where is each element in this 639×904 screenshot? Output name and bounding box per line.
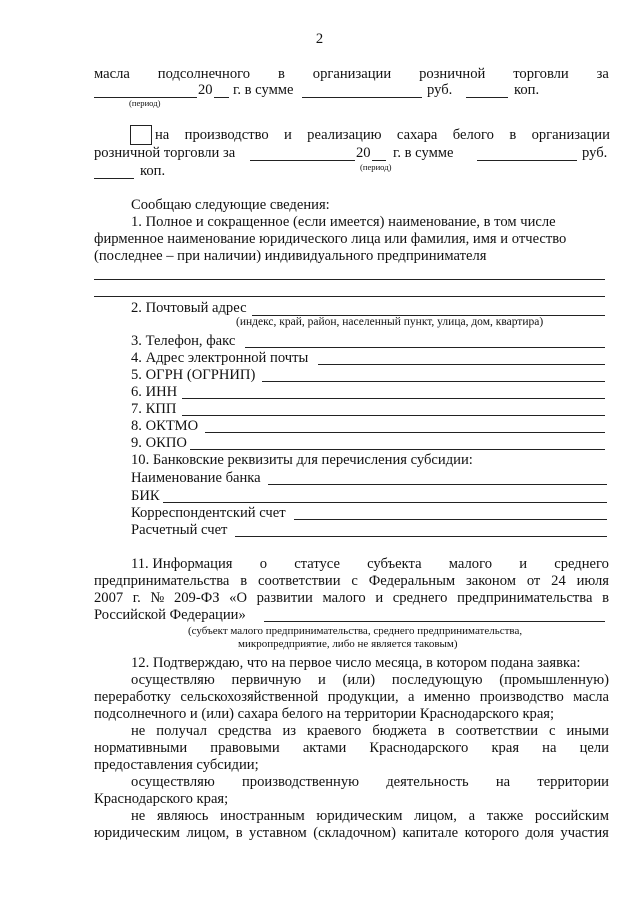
item12-p1-line3: подсолнечного и (или) сахара белого на территории Краснодарского края; bbox=[94, 706, 555, 722]
item9-label: 9. ОКПО bbox=[131, 435, 187, 451]
word: соответствии bbox=[455, 723, 539, 739]
word: средства bbox=[217, 723, 272, 739]
word: статусе bbox=[294, 556, 340, 572]
word: производство bbox=[184, 127, 269, 143]
word: развитии bbox=[256, 590, 313, 606]
sugar-kop-field[interactable] bbox=[94, 178, 134, 179]
word: юридическим bbox=[94, 825, 181, 841]
phone-fax-field[interactable] bbox=[245, 347, 605, 348]
word: организации bbox=[312, 66, 392, 82]
sunflower-rub-field[interactable] bbox=[302, 97, 422, 98]
sugar-period-field[interactable] bbox=[250, 160, 355, 161]
word: производственную bbox=[241, 774, 360, 790]
word: реализацию bbox=[307, 127, 382, 143]
word: правовыми bbox=[210, 740, 280, 756]
item11-note2: микропредприятие, либо не является таковым) bbox=[238, 638, 458, 650]
word: предпринимательства bbox=[457, 590, 593, 606]
word: юридическим bbox=[316, 808, 403, 824]
word: актами bbox=[302, 740, 347, 756]
item5-label: 5. ОГРН (ОГРНИП) bbox=[131, 367, 256, 383]
word: российским bbox=[534, 808, 609, 824]
word: июля bbox=[576, 573, 609, 589]
word: субъекта bbox=[367, 556, 422, 572]
sugar-rub-field[interactable] bbox=[477, 160, 577, 161]
word: осуществляю bbox=[131, 774, 215, 790]
item11-line2 bbox=[94, 573, 609, 590]
word: на bbox=[495, 774, 511, 790]
item2-note: (индекс, край, район, населенный пункт, улица, дом, квартира) bbox=[236, 316, 544, 328]
word: и bbox=[519, 556, 528, 572]
word: розничной bbox=[419, 66, 486, 82]
item12-p4-line1 bbox=[131, 808, 609, 825]
word: 24 bbox=[551, 573, 566, 589]
word: подсолнечного bbox=[157, 66, 251, 82]
word: в bbox=[509, 127, 517, 143]
item1-line2: фирменное наименование юридического лица или фамилия, имя и отчество bbox=[94, 231, 567, 247]
word: деятельность bbox=[386, 774, 469, 790]
word: (или) bbox=[342, 672, 376, 688]
word: являюсь bbox=[156, 808, 209, 824]
item6-label: 6. ИНН bbox=[131, 384, 178, 400]
sunflower-line1 bbox=[94, 66, 609, 83]
word: цели bbox=[579, 740, 609, 756]
item11-line4: Российской Федерации» bbox=[94, 607, 246, 623]
inn-field[interactable] bbox=[182, 398, 605, 399]
word: 209-ФЗ bbox=[173, 590, 220, 606]
email-field[interactable] bbox=[318, 364, 605, 365]
word: иными bbox=[566, 723, 609, 739]
word: также bbox=[486, 808, 524, 824]
word: малого bbox=[448, 556, 492, 572]
item12-p2-line2 bbox=[94, 740, 609, 757]
sugar-checkbox[interactable] bbox=[130, 125, 152, 145]
item12-intro: 12. Подтверждаю, что на первое число месяца, в котором подана заявка: bbox=[131, 655, 581, 671]
sugar-line1 bbox=[155, 127, 610, 144]
word: (промышленную) bbox=[499, 672, 609, 688]
word: и bbox=[284, 127, 292, 143]
word: лицом, bbox=[186, 825, 230, 841]
word: в bbox=[602, 590, 609, 606]
word: о bbox=[259, 556, 267, 572]
sugar-year-prefix: 20 bbox=[356, 145, 371, 161]
bank-name-label: Наименование банка bbox=[131, 470, 261, 486]
word: именно bbox=[423, 689, 471, 705]
item7-label: 7. КПП bbox=[131, 401, 177, 417]
word: производство bbox=[479, 689, 564, 705]
word: не bbox=[131, 808, 146, 824]
word: бюджета bbox=[372, 723, 427, 739]
sugar-line2-prefix: розничной торговли за bbox=[94, 145, 236, 161]
word: среднего bbox=[554, 556, 609, 572]
word: с bbox=[549, 723, 556, 739]
word: а bbox=[468, 808, 476, 824]
word: № bbox=[150, 590, 165, 606]
kpp-field[interactable] bbox=[182, 415, 605, 416]
bik-label: БИК bbox=[131, 488, 160, 504]
word: в bbox=[240, 573, 248, 589]
item12-p3-line1 bbox=[131, 774, 609, 791]
word: последующую bbox=[391, 672, 483, 688]
word: от bbox=[526, 573, 541, 589]
word: с bbox=[351, 573, 358, 589]
account-label: Расчетный счет bbox=[131, 522, 228, 538]
corr-account-label: Корреспондентский счет bbox=[131, 505, 286, 521]
word: участия bbox=[560, 825, 609, 841]
word: и bbox=[375, 590, 384, 606]
item4-label: 4. Адрес электронной почты bbox=[131, 350, 309, 366]
word: масла bbox=[94, 66, 130, 82]
word: переработку bbox=[94, 689, 171, 705]
word: не bbox=[131, 723, 146, 739]
item1-field-2[interactable] bbox=[94, 296, 605, 297]
sugar-sum-label: г. в сумме bbox=[393, 145, 454, 161]
word: продукции, bbox=[327, 689, 399, 705]
word: масла bbox=[573, 689, 609, 705]
corr-account-field[interactable] bbox=[294, 519, 607, 520]
sunflower-year-field[interactable] bbox=[214, 97, 229, 98]
word: г. bbox=[132, 590, 141, 606]
word: предпринимательства bbox=[94, 573, 230, 589]
item12-p2-line3: предоставления субсидии; bbox=[94, 757, 259, 773]
item11-line3 bbox=[94, 590, 609, 607]
word: уставном bbox=[249, 825, 307, 841]
item12-p1-line1 bbox=[131, 672, 609, 689]
word: которого bbox=[464, 825, 520, 841]
bik-field[interactable] bbox=[163, 502, 607, 503]
item3-label: 3. Телефон, факс bbox=[131, 333, 236, 349]
word: капитале bbox=[402, 825, 459, 841]
item10-label: 10. Банковские реквизиты для перечисления субсидии: bbox=[131, 452, 473, 468]
word: на bbox=[155, 127, 170, 143]
sugar-year-field[interactable] bbox=[372, 160, 386, 161]
word: осуществляю bbox=[131, 672, 215, 688]
word: (складочном) bbox=[313, 825, 397, 841]
item1-line1: 1. Полное и сокращенное (если имеется) наименование, в том числе bbox=[131, 214, 556, 230]
word: лицом, bbox=[414, 808, 457, 824]
bank-name-field[interactable] bbox=[268, 484, 607, 485]
sugar-rub-label: руб. bbox=[582, 145, 608, 161]
word: за bbox=[596, 66, 609, 82]
okpo-field[interactable] bbox=[190, 449, 605, 450]
word: первичную bbox=[231, 672, 302, 688]
word: территории bbox=[537, 774, 609, 790]
word: в bbox=[235, 825, 243, 841]
ogrn-field[interactable] bbox=[262, 381, 605, 382]
item1-field-1[interactable] bbox=[94, 279, 605, 280]
word: нормативными bbox=[94, 740, 188, 756]
item12-p2-line1 bbox=[131, 723, 609, 740]
word: в bbox=[437, 723, 445, 739]
item12-p1-line2 bbox=[94, 689, 609, 706]
word: на bbox=[542, 740, 557, 756]
word: Краснодарского bbox=[369, 740, 469, 756]
word: а bbox=[408, 689, 415, 705]
sugar-kop-label: коп. bbox=[140, 163, 166, 179]
word: 2007 bbox=[94, 590, 124, 606]
item12-p4-line2 bbox=[94, 825, 609, 842]
sugar-period-note: (период) bbox=[360, 162, 392, 172]
info-intro: Сообщаю следующие сведения: bbox=[131, 197, 330, 213]
smb-status-field[interactable] bbox=[264, 621, 605, 622]
word: иностранным bbox=[220, 808, 305, 824]
sunflower-sum-label: г. в сумме bbox=[233, 82, 294, 98]
word: малого bbox=[322, 590, 366, 606]
word: и bbox=[317, 672, 326, 688]
word: краевого bbox=[307, 723, 362, 739]
account-field[interactable] bbox=[235, 536, 607, 537]
oktmo-field[interactable] bbox=[205, 432, 605, 433]
word: соответствии bbox=[258, 573, 341, 589]
item11-note1: (субъект малого предпринимательства, среднего предпринимательства, bbox=[188, 625, 523, 637]
word: 11. Информация bbox=[131, 556, 233, 572]
word: торговли bbox=[513, 66, 569, 82]
sunflower-kop-label: коп. bbox=[514, 82, 540, 98]
sunflower-year-prefix: 20 bbox=[198, 82, 213, 98]
word: белого bbox=[452, 127, 494, 143]
word: сельскохозяйственной bbox=[180, 689, 319, 705]
item8-label: 8. ОКТМО bbox=[131, 418, 199, 434]
word: организации bbox=[531, 127, 610, 143]
word: получал bbox=[156, 723, 207, 739]
word: Федеральным bbox=[368, 573, 456, 589]
word: края bbox=[491, 740, 520, 756]
word: законом bbox=[466, 573, 516, 589]
item12-p3-line2: Краснодарского края; bbox=[94, 791, 229, 807]
word: «О bbox=[229, 590, 247, 606]
word: сахара bbox=[396, 127, 438, 143]
sunflower-rub-label: руб. bbox=[427, 82, 453, 98]
word: доля bbox=[525, 825, 554, 841]
item2-label: 2. Почтовый адрес bbox=[131, 300, 247, 316]
sunflower-kop-field[interactable] bbox=[466, 97, 508, 98]
sunflower-period-note: (период) bbox=[129, 98, 161, 108]
item11-line1 bbox=[131, 556, 609, 573]
word: в bbox=[277, 66, 285, 82]
page-number: 2 bbox=[315, 31, 324, 47]
item1-line3: (последнее – при наличии) индивидуального предпринимателя bbox=[94, 248, 487, 264]
word: среднего bbox=[392, 590, 448, 606]
word: из bbox=[282, 723, 297, 739]
